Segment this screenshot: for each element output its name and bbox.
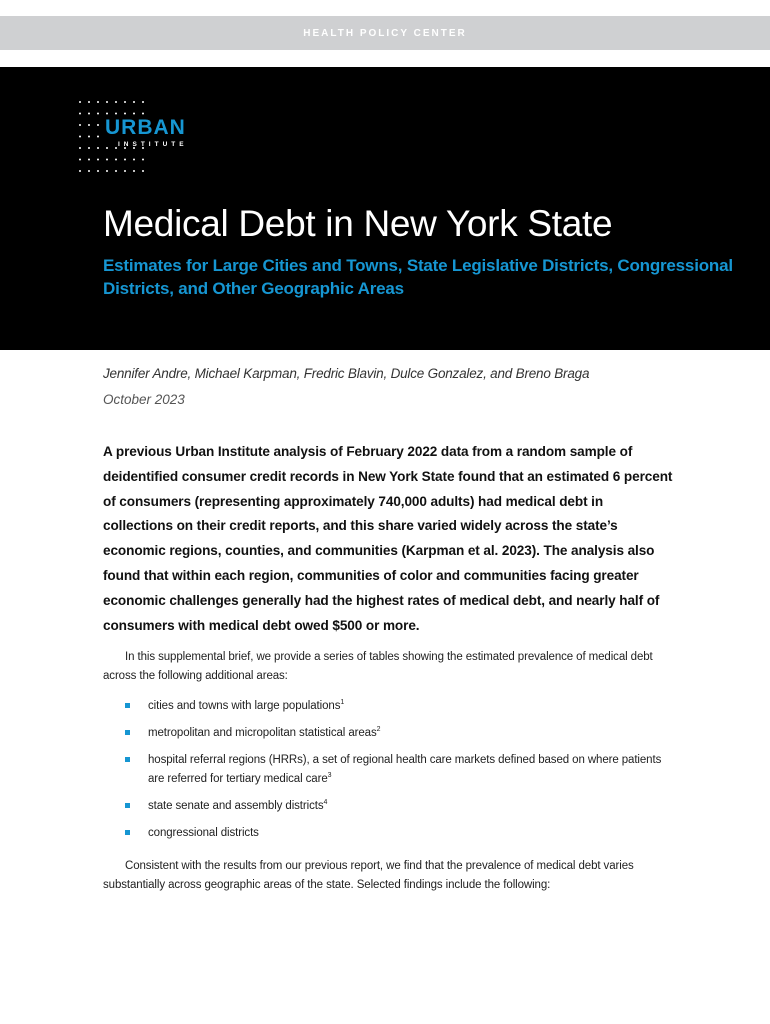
intro-paragraph: In this supplemental brief, we provide a series of tables showing the estimated prevalence of medical debt across the following additional areas: bbox=[103, 651, 653, 682]
logo-dot bbox=[79, 124, 81, 126]
logo-wordmark-institute: INSTITUTE bbox=[118, 141, 188, 148]
logo-dot bbox=[79, 147, 81, 149]
logo-dot bbox=[79, 113, 81, 115]
list-item-text: cities and towns with large populations bbox=[148, 700, 341, 712]
logo-dot bbox=[88, 124, 90, 126]
list-item-text: congressional districts bbox=[148, 827, 259, 839]
logo-dot bbox=[88, 170, 90, 172]
logo-dot bbox=[115, 147, 117, 149]
logo-dot bbox=[106, 170, 108, 172]
findings-paragraph: Consistent with the results from our previous report, we find that the prevalence of medical debt varies substantially across geographic areas of the state. Selected findings include the following: bbox=[103, 860, 634, 891]
logo-dot bbox=[133, 159, 135, 161]
list-item-text: state senate and assembly districts bbox=[148, 800, 324, 812]
logo-dot bbox=[124, 101, 126, 103]
logo-dot bbox=[97, 159, 99, 161]
header-band bbox=[0, 16, 770, 50]
logo-dot bbox=[97, 124, 99, 126]
logo-dot bbox=[97, 101, 99, 103]
footnote-ref[interactable]: 2 bbox=[376, 726, 381, 734]
logo-wordmark-urban: URBAN bbox=[105, 116, 186, 139]
logo-dot bbox=[142, 101, 144, 103]
logo-dot bbox=[115, 170, 117, 172]
logo-dot bbox=[97, 147, 99, 149]
list-item bbox=[103, 697, 663, 716]
logo-dot bbox=[124, 113, 126, 115]
logo-dot bbox=[88, 113, 90, 115]
page-subtitle: Estimates for Large Cities and Towns, State Legislative Districts, Congressional Districts, and Other Geographic Areas bbox=[103, 256, 733, 298]
logo-dot bbox=[106, 147, 108, 149]
list-item bbox=[103, 751, 663, 789]
bullet-square-icon bbox=[125, 703, 130, 708]
logo-dot bbox=[133, 113, 135, 115]
logo-dot bbox=[133, 170, 135, 172]
bullet-square-icon bbox=[125, 830, 130, 835]
logo-dot bbox=[79, 101, 81, 103]
logo-dot bbox=[97, 136, 99, 138]
logo-dot bbox=[115, 101, 117, 103]
logo-dot bbox=[124, 170, 126, 172]
list-item-text: metropolitan and micropolitan statistical areas bbox=[148, 727, 377, 739]
urban-institute-logo bbox=[78, 100, 208, 180]
footnote-ref[interactable]: 4 bbox=[323, 799, 328, 807]
logo-dot bbox=[79, 170, 81, 172]
logo-dot bbox=[79, 136, 81, 138]
footnote-ref[interactable]: 3 bbox=[327, 772, 332, 780]
bullet-square-icon bbox=[125, 803, 130, 808]
logo-dot bbox=[88, 136, 90, 138]
list-item bbox=[103, 824, 663, 843]
footnote-ref[interactable]: 1 bbox=[340, 699, 345, 707]
logo-dot bbox=[124, 159, 126, 161]
logo-dot bbox=[97, 113, 99, 115]
page-title: Medical Debt in New York State bbox=[103, 203, 613, 244]
logo-dot bbox=[142, 113, 144, 115]
logo-dot bbox=[88, 101, 90, 103]
logo-dot bbox=[97, 170, 99, 172]
logo-dot bbox=[142, 170, 144, 172]
lead-paragraph: A previous Urban Institute analysis of February 2022 data from a random sample of deidentified consumer credit records in New York State found that an estimated 6 percent of consumers (representing approximately 740,000 adults) had medical debt in collections on their credit reports, and this share varied widely across the state’s economic regions, counties, and communities (Karpman et al. 2023). The analysis also found that within each region, communities of color and communities facing greater economic challenges generally had the highest rates of medical debt, and nearly half of consumers with medical debt owed $500 or more. bbox=[103, 444, 673, 633]
logo-dot bbox=[133, 101, 135, 103]
logo-dot bbox=[79, 159, 81, 161]
logo-dot bbox=[142, 159, 144, 161]
logo-dot bbox=[88, 159, 90, 161]
header-band-label: HEALTH POLICY CENTER bbox=[303, 27, 467, 39]
logo-dot bbox=[106, 159, 108, 161]
logo-dot bbox=[115, 159, 117, 161]
logo-dot bbox=[106, 101, 108, 103]
bullet-square-icon bbox=[125, 757, 130, 762]
logo-dot bbox=[106, 113, 108, 115]
bullet-square-icon bbox=[125, 730, 130, 735]
list-item bbox=[103, 724, 663, 743]
areas-list bbox=[103, 697, 663, 851]
publication-date: October 2023 bbox=[103, 392, 185, 407]
list-item-text: hospital referral regions (HRRs), a set of regional health care markets defined based on where patients are referred for tertiary medical care bbox=[148, 754, 662, 785]
logo-dot bbox=[88, 147, 90, 149]
authors-line: Jennifer Andre, Michael Karpman, Fredric Blavin, Dulce Gonzalez, and Breno Braga bbox=[103, 366, 590, 381]
logo-dot bbox=[115, 113, 117, 115]
list-item bbox=[103, 797, 663, 816]
